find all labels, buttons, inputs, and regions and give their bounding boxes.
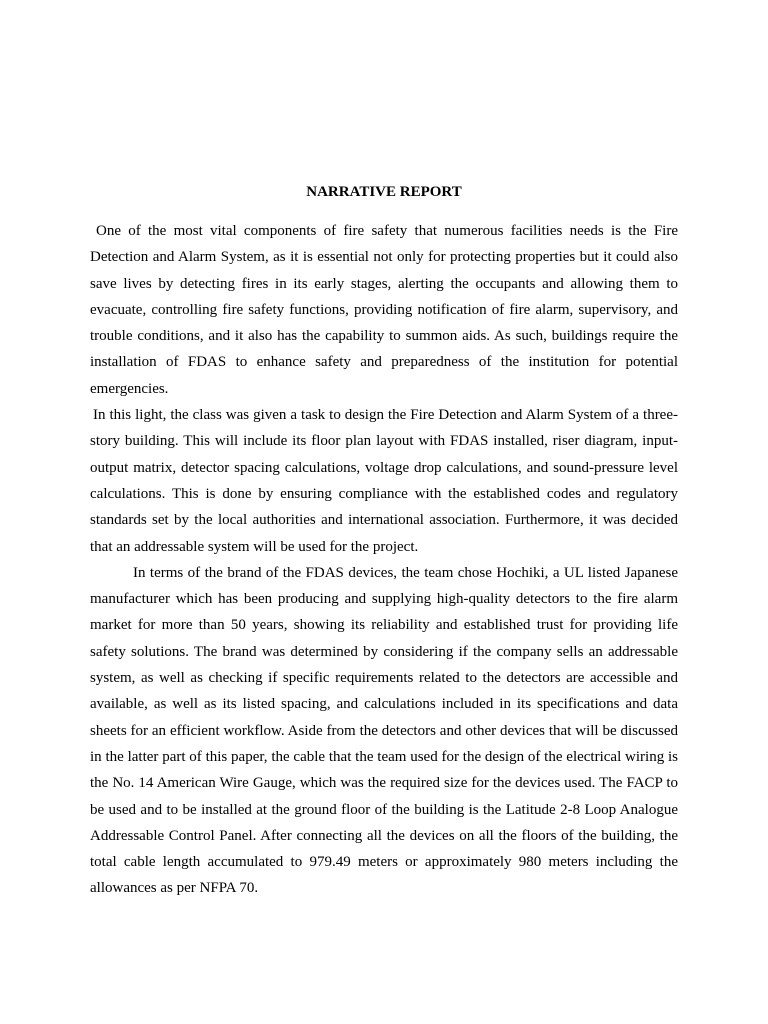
paragraph-intro: One of the most vital components of fire safety that numerous facilities needs is the Fire Detection and Alarm System, as it is essential not only for protecting properties but it could also save lives by detecting fires in its early stages, alerting the occupants and allowing them to evacuate, controlling fire safety functions, providing notification of fire alarm, supervisory, and trouble conditions, and it also has the capability to summon aids. As such, buildings require the installation of FDAS to enhance safety and preparedness of the institution for potential emergencies. <box>90 223 678 397</box>
document-title: NARRATIVE REPORT <box>306 184 462 200</box>
paragraph-brand: In terms of the brand of the FDAS devices, the team chose Hochiki, a UL listed Japanese manufacturer which has been producing and supplying high-quality detectors to the fire alarm market for more than 50 years, showing its reliability and established trust for providing life safety solutions. The brand was determined by considering if the company sells an addressable system, as well as checking if specific requirements related to the detectors are accessible and available, as well as its listed spacing, and calculations included in its specifications and data sheets for an efficient workflow. Aside from the detectors and other devices that will be discussed in the latter part of this paper, the cable that the team used for the design of the electrical wiring is the No. 14 American Wire Gauge, which was the required size for the devices used. The FACP to be used and to be installed at the ground floor of the building is the Latitude 2-8 Loop Analogue Addressable Control Panel. After connecting all the devices on all the floors of the building, the total cable length accumulated to 979.49 meters or approximately 980 meters including the allowances as per NFPA 70. <box>90 564 678 897</box>
document-page <box>90 178 678 902</box>
paragraph-task: In this light, the class was given a task to design the Fire Detection and Alarm System of a three-story building. This will include its floor plan layout with FDAS installed, riser diagram, input-output matrix, detector spacing calculations, voltage drop calculations, and sound-pressure level calculations. This is done by ensuring compliance with the established codes and regulatory standards set by the local authorities and international association. Furthermore, it was decided that an addressable system will be used for the project. <box>90 407 678 555</box>
